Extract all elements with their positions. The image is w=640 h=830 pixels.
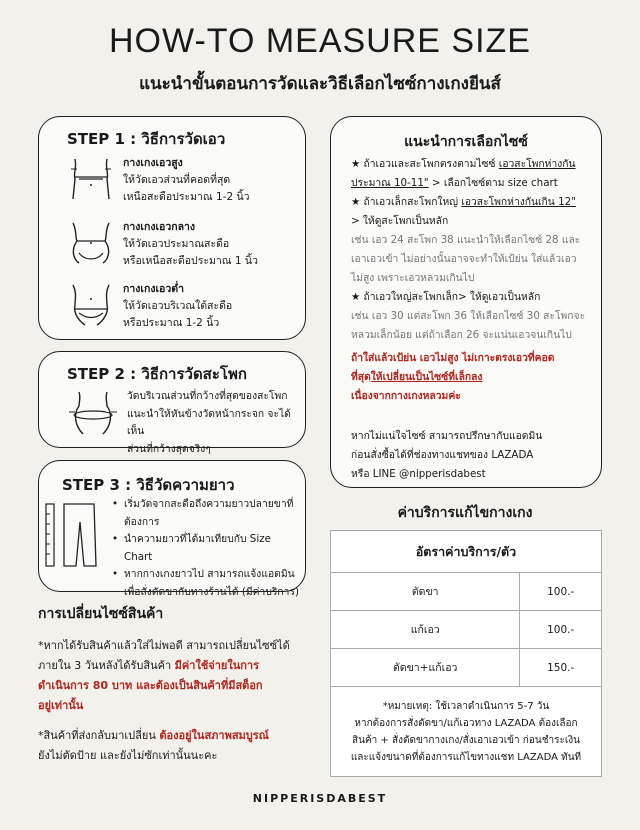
service-name: ตัดขา+แก้เอว — [331, 649, 520, 687]
step1-item-line: ให้วัดเอวบริเวณใต้สะดือ — [123, 300, 233, 312]
note-line: สินค้า + สั่งตัดขากางเกง/สั่งเอาเอวเข้า ก่อนชำระเงิน — [352, 734, 580, 746]
length-measure-icon — [44, 500, 100, 570]
step2-line: ส่วนที่กว้างสุดจริงๆ — [127, 442, 211, 455]
step1-item-line: ให้วัดเอวประมาณสะดือ — [123, 238, 230, 250]
service-name: แก้เอว — [331, 611, 520, 649]
note-line: และแจ้งขนาดที่ต้องการแก้ไขทางแชท LAZADA ทันที — [350, 751, 582, 763]
step1-item-heading: กางเกงเอวกลาง — [123, 221, 196, 233]
exchange-policy-1 — [38, 636, 318, 716]
service-name: ตัดขา — [331, 573, 520, 611]
guide-example: เช่น เอว 24 สะโพก 38 แนะนำให้เลือกไซซ์ 28 และ — [351, 234, 581, 246]
step1-item-heading: กางเกงเอวต่ำ — [123, 283, 184, 295]
guide-example: เอาเอวเข้า ไม่อย่างนั้นอาจจะทำให้เป้ย่น ใส่แล้วเอว — [351, 253, 577, 265]
step1-item-line: หรือเหนือสะดือประมาณ 1 นิ้ว — [123, 255, 258, 267]
service-table-header: อัตราค่าบริการ/ตัว — [331, 531, 602, 573]
step3-title: STEP 3 : วิธีวัดความยาว — [62, 476, 235, 494]
exchange-text: *หากได้รับสินค้าแล้วใส่ไม่พอดี สามารถเปลี่ยนไซซ์ได้ — [38, 639, 290, 652]
guide-text: ★ ถ้าเอวเล็กสะโพกใหญ่ — [351, 196, 462, 208]
exchange-fee-text: มีค่าใช้จ่ายในการ — [174, 659, 259, 672]
warning-text: ที่สุด — [351, 371, 371, 383]
guide-example: เช่น เอว 30 แต่สะโพก 36 ให้เลือกไซซ์ 30 สะโพกจะ — [351, 310, 586, 322]
step3-bullet: • หากกางเกงยาวไป สามารถแจ้งแอดมินเพื่อสั่งตัดขากับทางร้านได้ (มีค่าบริการ) — [112, 566, 302, 601]
service-title: ค่าบริการแก้ไขกางเกง — [397, 505, 533, 521]
note-line: *หมายเหตุ: ใช้เวลาดำเนินการ 5-7 วัน — [382, 700, 550, 712]
step1-item-low-waist — [63, 281, 232, 332]
exchange-fee-text: อยู่เท่านั้น — [38, 699, 84, 712]
warning-text: เนื่องจากกางเกงหลวมค่ะ — [351, 390, 461, 402]
step2-line: แนะนำให้หันข้างวัดหน้ากระจก จะได้เห็น — [127, 407, 291, 437]
guide-text: ★ ถ้าเอวใหญ่สะโพกเล็ก> ให้ดูเอวเป็นหลัก — [351, 291, 541, 303]
guide-example: หลวมเล็กน้อย แต่ถ้าเลือก 26 จะแน่นเอวจนเกินไป — [351, 329, 572, 341]
step2-card — [38, 351, 306, 455]
table-row — [331, 611, 602, 649]
step3-bullet: • เริ่มวัดจากสะดือถึงความยาวปลายขาที่ต้องการ — [112, 496, 302, 531]
step1-item-line: เหนือสะดือประมาณ 1-2 นิ้ว — [123, 191, 250, 203]
guide-underline: ประมาณ 10-11" — [351, 177, 429, 189]
guide-text: ★ ถ้าเอวและสะโพกตรงตามไซซ์ — [351, 158, 499, 170]
step3-bullet-list — [112, 496, 302, 601]
step1-card — [38, 116, 306, 340]
exchange-condition-text: ต้องอยู่ในสภาพสมบูรณ์ — [159, 729, 269, 742]
step1-item-line: หรือประมาณ 1-2 นิ้ว — [123, 317, 220, 329]
service-price: 150.- — [520, 649, 602, 687]
size-guide-body — [351, 155, 591, 345]
size-guide-card — [330, 116, 602, 488]
exchange-text: *สินค้าที่ส่งกลับมาเปลี่ยน — [38, 729, 160, 742]
service-price-table — [330, 530, 602, 777]
warning-text: ถ้าใส่แล้วเป้ย่น เอวไม่สูง ไม่เกาะตรงเอวที่คอด — [351, 352, 555, 364]
step2-title: STEP 2 : วิธีการวัดสะโพก — [67, 365, 247, 383]
guide-text: > ให้ดูสะโพกเป็นหลัก — [351, 215, 449, 227]
hip-measure-icon — [65, 388, 121, 438]
table-row — [331, 649, 602, 687]
step3-bullet: • นำความยาวที่ได้มาเทียบกับ Size Chart — [112, 531, 302, 566]
page-subtitle: แนะนำขั้นตอนการวัดและวิธีเลือกไซซ์กางเกงยีนส์ — [139, 74, 501, 94]
exchange-policy-2 — [38, 726, 318, 766]
size-guide-title: แนะนำการเลือกไซซ์ — [404, 134, 528, 150]
size-guide-warning — [351, 349, 591, 406]
step1-item-high-waist — [63, 155, 250, 206]
high-waist-icon — [63, 155, 119, 201]
guide-underline: เอวสะโพกห่างกันเกิน 12" — [461, 196, 576, 208]
page-title: HOW-TO MEASURE SIZE — [108, 22, 531, 60]
exchange-text: ภายใน 3 วันหลังได้รับสินค้า — [38, 659, 175, 672]
warning-text: ให้เปลี่ยนเป็นไซซ์ที่เล็กลง — [370, 371, 483, 383]
note-line: หากต้องการสั่งตัดขา/แก้เอวทาง LAZADA ต้องเลือก — [354, 717, 578, 729]
contact-text: หรือ LINE @nipperisdabest — [351, 468, 486, 480]
table-row — [331, 573, 602, 611]
guide-underline: เอวสะโพกห่างกัน — [498, 158, 576, 170]
contact-text: ก่อนสั่งซื้อได้ที่ช่องทางแชทของ LAZADA — [351, 449, 534, 461]
guide-text: > เลือกไซซ์ตาม size chart — [428, 177, 558, 189]
service-price: 100.- — [520, 573, 602, 611]
brand-footer: NIPPERISDABEST — [252, 792, 388, 805]
size-guide-contact — [351, 427, 591, 484]
exchange-title: การเปลี่ยนไซซ์สินค้า — [38, 606, 164, 622]
guide-example: ไม่สูง เพราะเอวหลวมเกินไป — [351, 272, 475, 284]
step2-line: วัดบริเวณส่วนที่กว้างที่สุดของสะโพก — [127, 390, 288, 402]
exchange-text: ยังไม่ตัดป้าย และยังไม่ซักเท่านั้นนะคะ — [38, 749, 218, 762]
step1-item-line: ให้วัดเอวส่วนที่คอดที่สุด — [123, 174, 231, 186]
exchange-fee-text: ดำเนินการ 80 บาท และต้องเป็นสินค้าที่มีสต็อก — [38, 679, 263, 692]
low-waist-icon — [63, 281, 119, 327]
contact-text: หากไม่แน่ใจไซซ์ สามารถปรึกษากับแอดมิน — [351, 430, 543, 442]
step1-item-heading: กางเกงเอวสูง — [123, 157, 183, 169]
service-price: 100.- — [520, 611, 602, 649]
service-note — [331, 687, 602, 777]
step1-title: STEP 1 : วิธีการวัดเอว — [67, 130, 226, 148]
mid-waist-icon — [63, 219, 119, 265]
step1-item-mid-waist — [63, 219, 258, 270]
